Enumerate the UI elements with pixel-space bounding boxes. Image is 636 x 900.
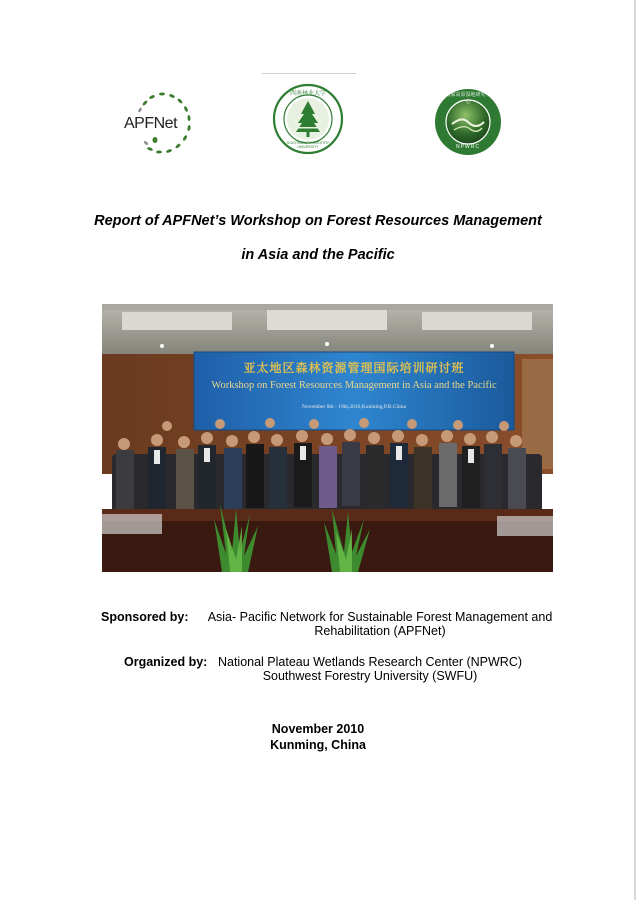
sponsored-line2: Rehabilitation (APFNet) [314, 624, 446, 638]
report-date: November 2010 [271, 722, 365, 736]
swfu-logo-cn: 西南林业大学 [289, 91, 326, 97]
organized-by-label: Organized by: [124, 655, 208, 669]
sponsored-line1: Asia- Pacific Network for Sustainable Forest Management and [207, 610, 553, 624]
organized-by-text [205, 655, 535, 683]
npwrc-logo [432, 88, 504, 156]
photo-banner-cn: 亚太地区森林资源管理国际培训研讨班 [243, 361, 465, 375]
apfnet-logo-text: APFNet [124, 115, 178, 132]
report-location: Kunming, China [270, 738, 366, 752]
top-rule [262, 73, 356, 74]
organized-line1: National Plateau Wetlands Research Center (NPWRC) [217, 655, 523, 669]
apfnet-logo [122, 88, 202, 156]
photo-banner-date: November 8th - 19th,2010,Kunming,P.R.China [302, 404, 406, 410]
swfu-logo-en: SOUTHWEST FORESTRY UNIVERSITY [286, 141, 330, 149]
organized-line2: Southwest Forestry University (SWFU) [262, 669, 478, 683]
npwrc-logo-cn: 国家高原湿地研究中心 [445, 92, 491, 105]
swfu-logo [271, 83, 345, 155]
report-title-line2: in Asia and the Pacific [241, 247, 395, 263]
sponsored-by-label: Sponsored by: [101, 610, 189, 624]
photo-banner-en: Workshop on Forest Resources Management in Asia and the Pacific [211, 380, 497, 391]
workshop-group-photo [102, 304, 553, 572]
sponsored-by-text [190, 610, 570, 638]
report-title-line1: Report of APFNet’s Workshop on Forest Resources Management [94, 213, 542, 229]
npwrc-logo-en: NPWRC [456, 144, 480, 150]
